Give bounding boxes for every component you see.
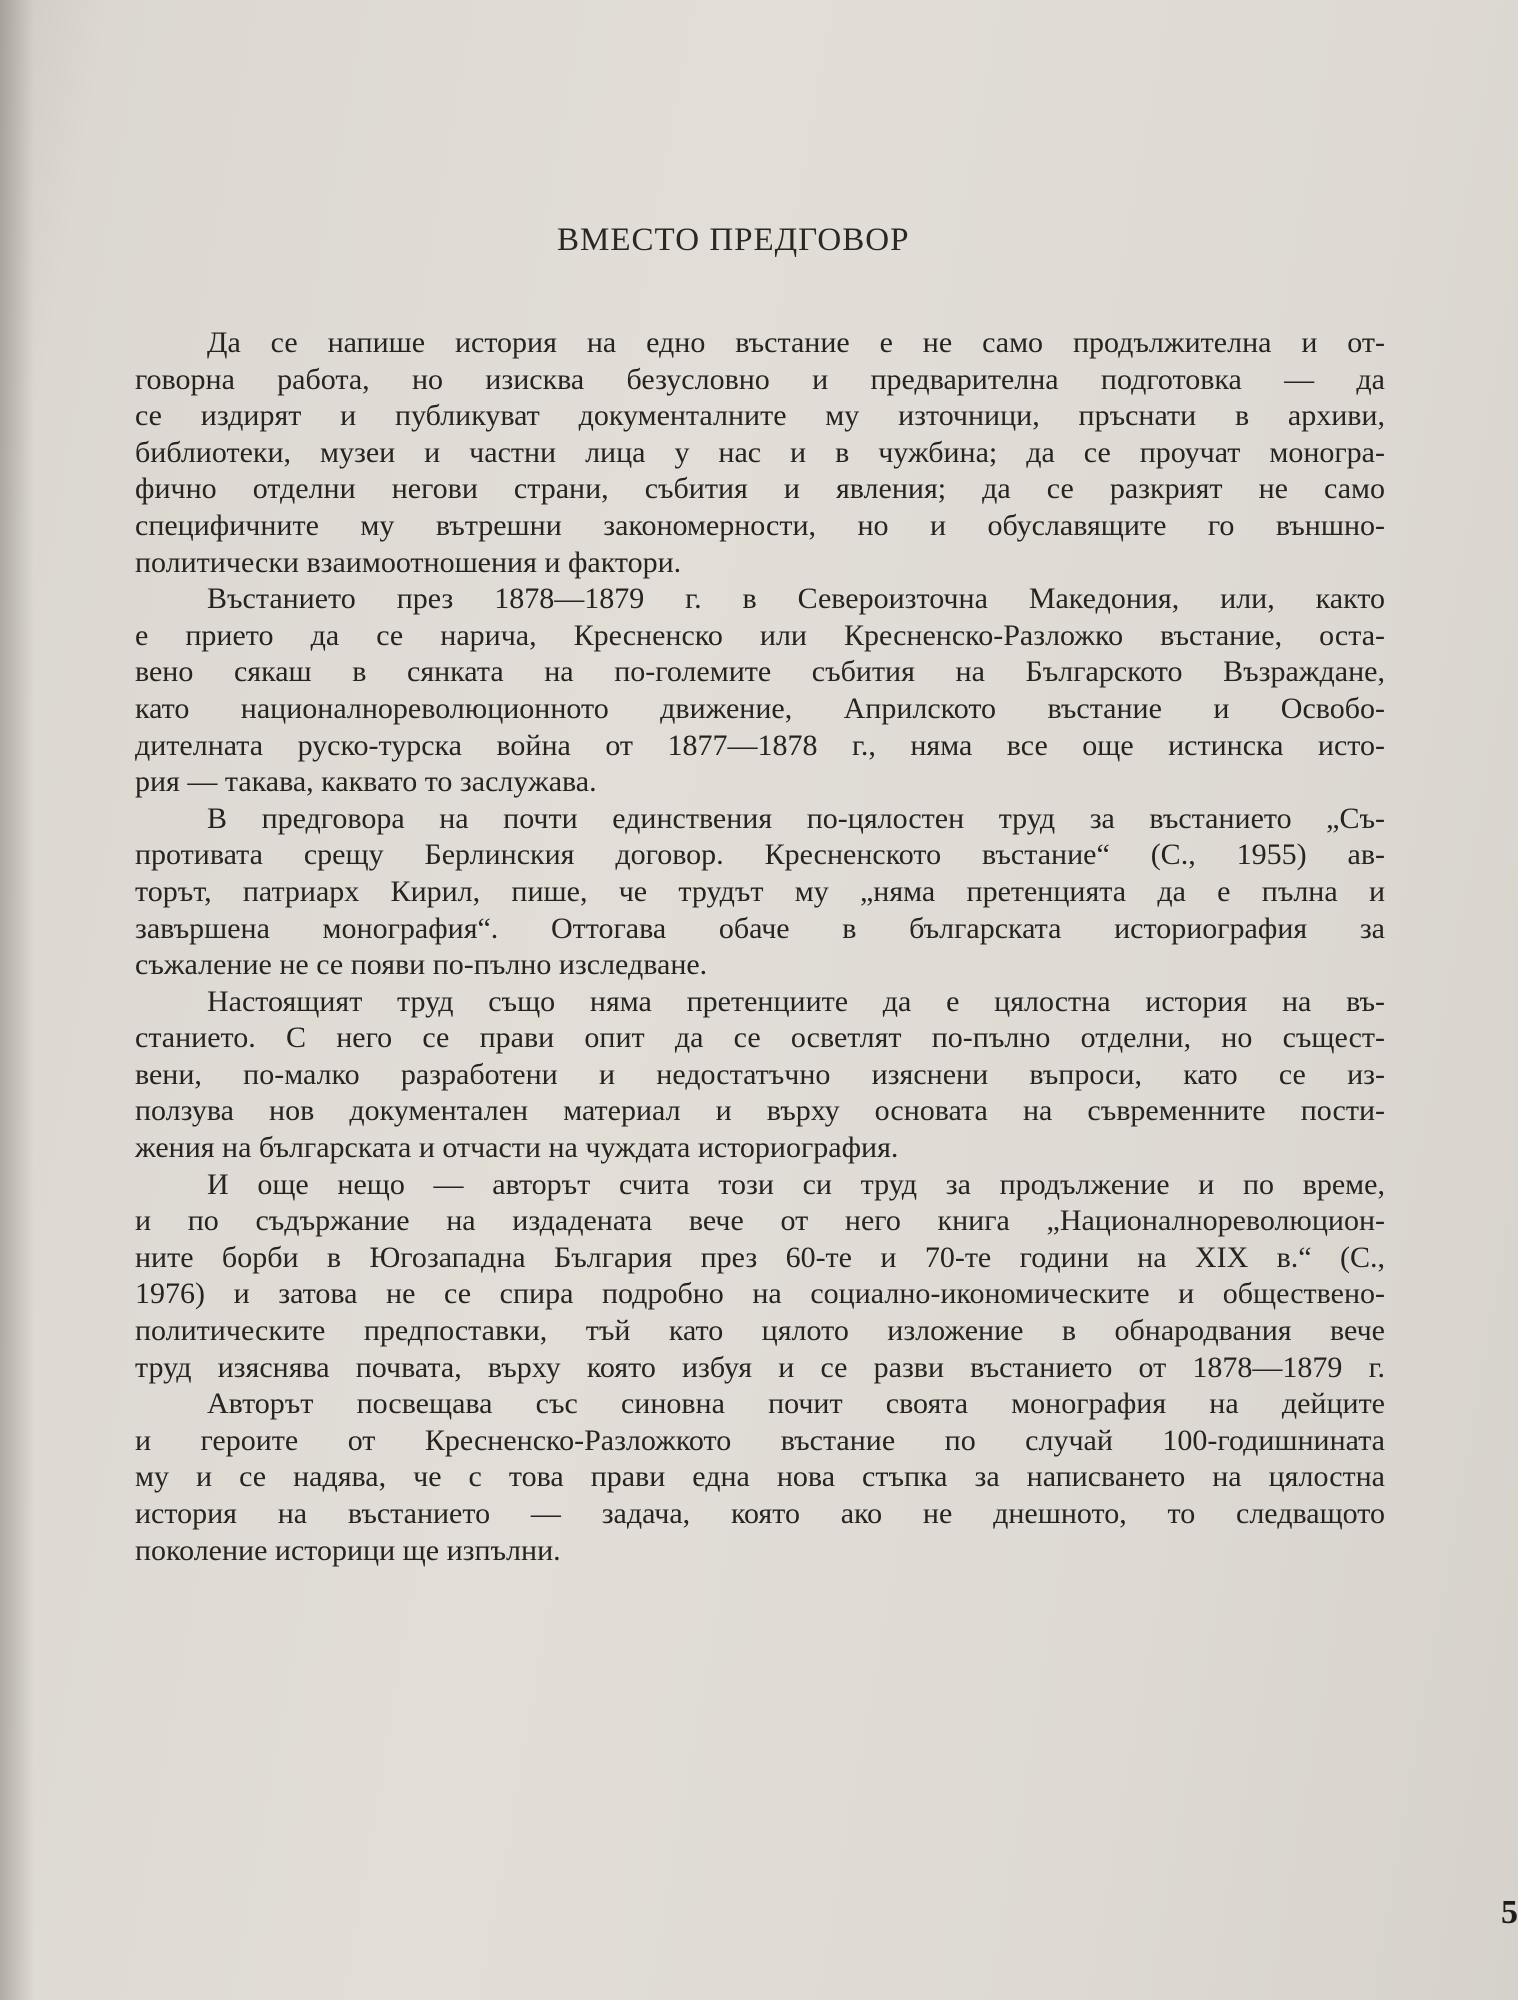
- text-line: станието. С него се прави опит да се осветлят по-пълно отделни, но същест-: [135, 1021, 1385, 1055]
- text-line: библиотеки, музеи и частни лица у нас и в чужбина; да се проучат моногра-: [135, 435, 1385, 469]
- text-line: 1976) и затова не се спира подробно на социално-икономическите и обществено-: [135, 1277, 1385, 1311]
- chapter-title: ВМЕСТО ПРЕДГОВОР: [557, 222, 910, 258]
- text-line: говорна работа, но изисква безусловно и предварителна подготовка — да: [135, 362, 1385, 396]
- paragraph-5: [135, 1167, 1385, 1387]
- text-line: вени, по-малко разработени и недостатъчно изяснени въпроси, като се из-: [135, 1057, 1385, 1091]
- text-line: дителната руско-турска война от 1877—1878 г., няма все още истинска исто-: [135, 728, 1385, 762]
- body-text: [135, 325, 1385, 1569]
- text-line: и по съдържание на издадената вече от него книга „Националнореволюцион-: [135, 1204, 1385, 1238]
- text-line: рия — такава, каквато то заслужава.: [135, 765, 597, 799]
- paragraph-1: [135, 325, 1385, 581]
- text-line: Авторът посвещава със синовна почит своята монография на дейците: [207, 1387, 1385, 1421]
- text-line: ните борби в Югозападна България през 60-те и 70-те години на XIX в.“ (С.,: [135, 1240, 1385, 1274]
- text-line: история на въстанието — задача, която ако не днешното, то следващото: [135, 1497, 1385, 1530]
- text-line: фично отделни негови страни, събития и явления; да се разкрият не само: [135, 472, 1385, 506]
- text-line: поколение историци ще изпълни.: [135, 1533, 561, 1567]
- paragraph-6: [135, 1386, 1385, 1569]
- text-line: съжаление не се появи по-пълно изследване.: [135, 948, 708, 982]
- text-line: жения на българската и отчасти на чуждата историография.: [135, 1131, 899, 1165]
- text-line: ползува нов документален материал и върху основата на съвременните пости-: [135, 1094, 1385, 1128]
- text-line: Въстанието през 1878—1879 г. в Североизточна Македония, или, както: [207, 582, 1385, 616]
- text-line: е прието да се нарича, Кресненско или Кресненско-Разложко въстание, оста-: [135, 618, 1385, 652]
- text-line: противата срещу Берлинския договор. Кресненското въстание“ (С., 1955) ав-: [135, 838, 1385, 872]
- text-line: завършена монография“. Оттогава обаче в българската историография за: [135, 911, 1385, 945]
- text-line: се издирят и публикуват документалните му източници, пръснати в архиви,: [135, 399, 1385, 433]
- text-line: В предговора на почти единствения по-цялостен труд за въстанието „Съ-: [207, 801, 1385, 835]
- text-line: и героите от Кресненско-Разложкото въстание по случай 100-годишнината: [135, 1423, 1385, 1457]
- paragraph-4: [135, 984, 1385, 1167]
- text-line: вено сякаш в сянката на по-големите събития на Българското Възраждане,: [135, 655, 1385, 689]
- text-line: като националнореволюционното движение, Априлското въстание и Освобо-: [135, 691, 1385, 725]
- text-line: Настоящият труд също няма претенциите да е цялостна история на въ-: [207, 984, 1385, 1018]
- text-line: Да се напише история на едно въстание е не само продължителна и от-: [207, 326, 1385, 359]
- text-line: му и се надява, че с това прави една нова стъпка за написването на цялостна: [135, 1460, 1385, 1494]
- text-line: торът, патриарх Кирил, пише, че трудът му „няма претенцията да е пълна и: [135, 874, 1385, 908]
- text-line: труд изяснява почвата, върху която избуя и се разви въстанието от 1878—1879 г.: [135, 1350, 1385, 1384]
- page-number: 5: [1501, 1894, 1518, 1931]
- page-gutter-shadow: [0, 0, 34, 2000]
- paragraph-2: [135, 581, 1385, 801]
- paragraph-3: [135, 801, 1385, 984]
- text-line: И още нещо — авторът счита този си труд за продължение и по време,: [207, 1167, 1385, 1201]
- text-line: специфичните му вътрешни закономерности, но и обуславящите го външно-: [135, 508, 1385, 542]
- text-line: политически взаимоотношения и фактори.: [135, 545, 682, 579]
- text-line: политическите предпоставки, тъй като цялото изложение в обнародвания вече: [135, 1314, 1385, 1348]
